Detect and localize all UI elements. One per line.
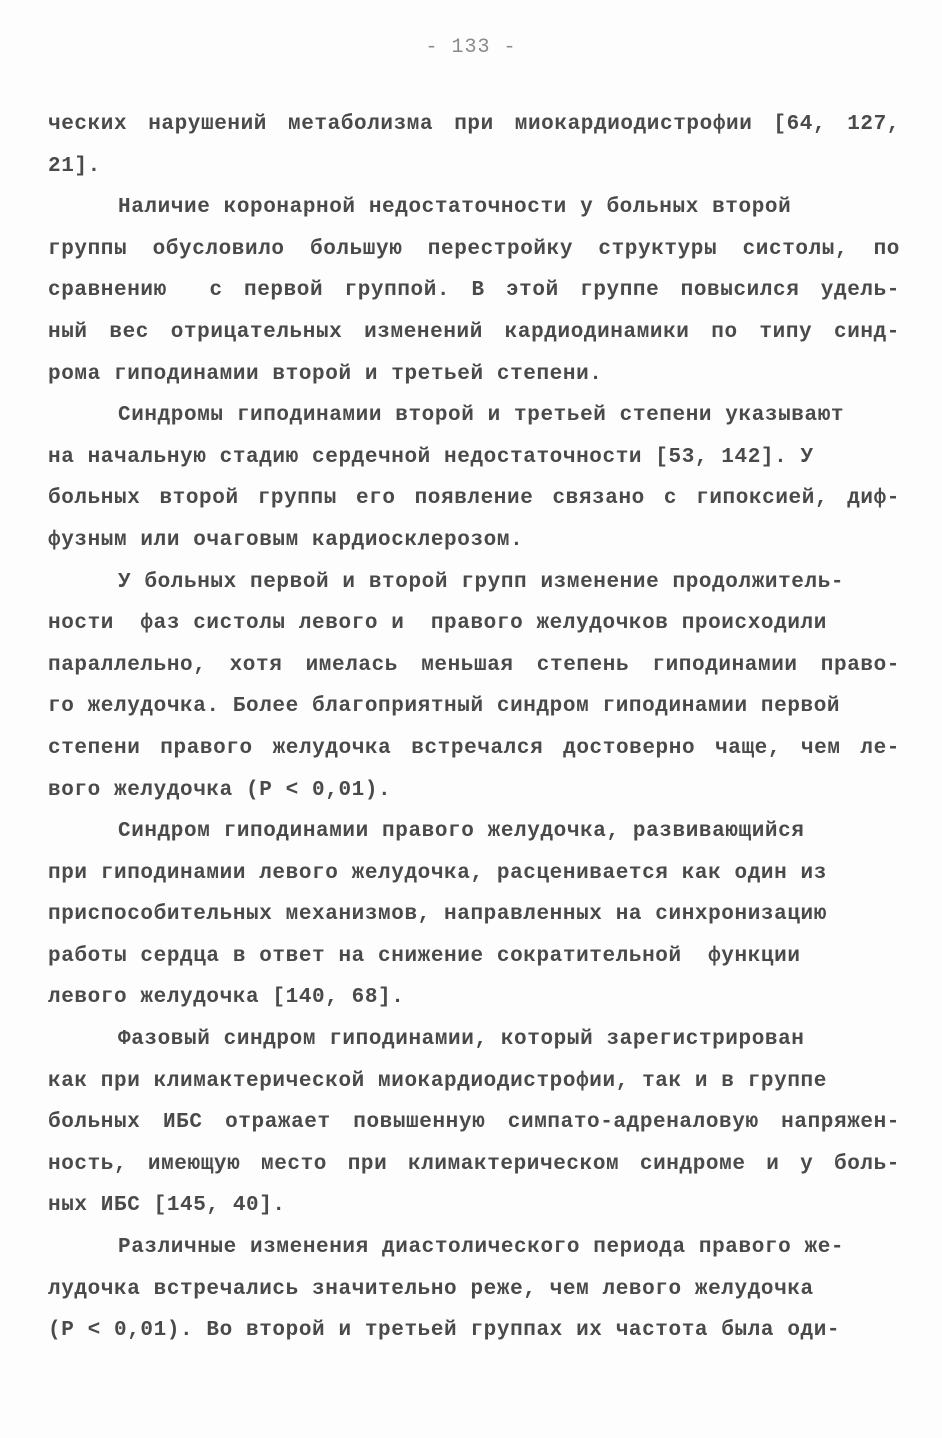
paragraph-first-line: Различные изменения диастолического периода правого же- [118, 1236, 845, 1260]
text-line: приспособительных механизмов, направленных на синхронизацию [48, 903, 827, 927]
text-line: на начальную стадию сердечной недостаточности [53, 142]. У [48, 445, 814, 469]
paragraph-first-line: Фазовый синдром гиподинамии, который зарегистрирован [118, 1028, 805, 1052]
page-number: - 133 - [425, 36, 517, 59]
text-line: левого желудочка [140, 68]. [48, 986, 405, 1010]
text-line: параллельно, хотя имелась меньшая степень гиподинамии право- [48, 653, 900, 677]
body-text [48, 104, 900, 1352]
text-line: рома гиподинамии второй и третьей степени. [48, 362, 603, 386]
text-line: (P < 0,01). Во второй и третьей группах их частота была оди- [48, 1319, 841, 1343]
text-line: сравнению с первой группой. В этой группе повысился удель- [48, 279, 900, 303]
text-line: ность, имеющую место при климактерическом синдроме и у боль- [48, 1152, 900, 1176]
text-line: больных ИБС отражает повышенную симпато-адреналовую напряжен- [48, 1111, 900, 1135]
text-line: больных второй группы его появление связано с гипоксией, диф- [48, 487, 900, 511]
paragraph-first-line: Синдром гиподинамии правого желудочка, развивающийся [118, 820, 805, 844]
text-line: ных ИБС [145, 40]. [48, 1194, 286, 1218]
text-line: степени правого желудочка встречался достоверно чаще, чем ле- [48, 736, 900, 760]
text-line: ческих нарушений метаболизма при миокардиодистрофии [64, 127, [48, 113, 900, 136]
text-line: лудочка встречались значительно реже, чем левого желудочка [48, 1277, 814, 1301]
text-line: го желудочка. Более благоприятный синдром гиподинамии первой [48, 695, 841, 719]
text-line: группы обусловило большую перестройку структуры систолы, по [48, 237, 900, 261]
text-line: ности фаз систолы левого и правого желудочков происходили [48, 612, 827, 636]
text-line: 21]. [48, 154, 101, 178]
paragraph-first-line: Наличие коронарной недостаточности у больных второй [118, 196, 792, 220]
paragraph-first-line: У больных первой и второй групп изменение продолжитель- [118, 570, 845, 594]
text-line: при гиподинамии левого желудочка, расценивается как один из [48, 861, 827, 885]
text-line: работы сердца в ответ на снижение сократительной функции [48, 944, 801, 968]
text-line: ный вес отрицательных изменений кардиодинамики по типу синд- [48, 320, 900, 344]
text-line: вого желудочка (P < 0,01). [48, 778, 392, 802]
paragraph-first-line: Синдромы гиподинамии второй и третьей степени указывают [118, 404, 845, 428]
text-line: фузным или очаговым кардиосклерозом. [48, 528, 524, 552]
text-line: как при климактерической миокардиодистрофии, так и в группе [48, 1069, 827, 1093]
